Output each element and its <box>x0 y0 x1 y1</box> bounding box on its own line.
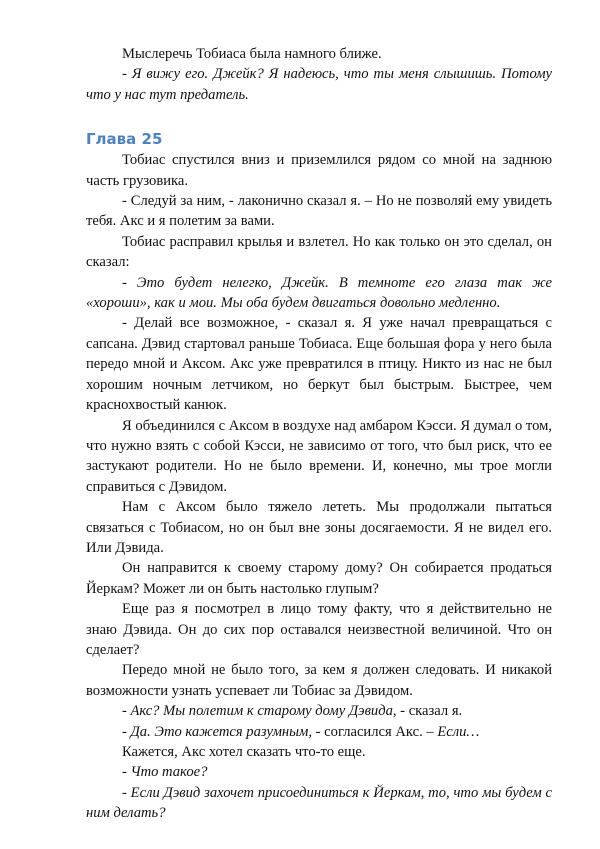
paragraph: Тобиас спустился вниз и приземлился рядом со мной на заднюю часть грузовика. <box>86 152 552 189</box>
paragraph: - Следуй за ним, - лаконично сказал я. – Но не позволяй ему увидеть тебя. Акс и я полетим за вами. <box>86 193 552 230</box>
document-page <box>86 44 552 824</box>
dialogue-line <box>86 701 552 721</box>
paragraph: - Делай все возможное, - сказал я. Я уже начал превращаться с сапсана. Дэвид стартовал раньше Тобиаса. Еще большая фора у него была передо мной и Аксом. Акс уже превратился в птицу. Никто из нас не был хорошим ночным летчиком, но беркут был быстрым. Быстрее, чем краснохвостый канюк. <box>86 315 552 414</box>
paragraph-italic: - Если Дэвид захочет присоединиться к Йеркам, то, что мы будем с ним делать? <box>86 784 552 822</box>
chapter-title: Глава 25 <box>86 130 163 149</box>
paragraph: Тобиас расправил крылья и взлетел. Но как только он это сделал, он сказал: <box>86 233 552 271</box>
dialogue-attribution: - согласился Акс. – <box>312 723 434 740</box>
paragraph: Еще раз я посмотрел в лицо тому факту, что я действительно не знаю Дэвида. Он до сих пор оставался неизвестной величиной. Что он сделает? <box>86 601 552 658</box>
paragraph: Мыслеречь Тобиаса была намного ближе. <box>122 46 382 62</box>
dialogue-speech: Если… <box>433 723 480 740</box>
paragraph-italic: - Это будет нелегко, Джейк. В темноте его глаза так же «хороши», как и мои. Мы оба будем двигаться довольно медленно. <box>86 274 552 312</box>
dialogue-line <box>86 722 552 742</box>
dialogue-speech: - Да. Это кажется разумным, <box>122 723 313 740</box>
dialogue-speech: - Акс? Мы полетим к старому дому Дэвида, <box>122 703 397 720</box>
paragraph: Он направится к своему старому дому? Он собирается продаться Йеркам? Может ли он быть настолько глупым? <box>86 560 552 597</box>
paragraph: Я объединился с Аксом в воздухе над амбаром Кэсси. Я думал о том, что нужно взять с собой Кэсси, не зависимо от того, что был риск, что ее застукают родители. Но не было времени. И, конечно, мы трое могли справиться с Дэвидом. <box>86 417 552 495</box>
paragraph-italic: - Я вижу его. Джейк? Я надеюсь, что ты меня слышишь. Потому что у нас тут предатель. <box>86 66 552 103</box>
paragraph: Кажется, Акс хотел сказать что-то еще. <box>122 744 366 760</box>
paragraph: Нам с Аксом было тяжело лететь. Мы продолжали пытаться связаться с Тобиасом, но он был вне зоны досягаемости. Я не видел его. Или Дэвида. <box>86 499 552 556</box>
paragraph: Передо мной не было того, за кем я должен следовать. И никакой возможности узнать успевает ли Тобиас за Дэвидом. <box>86 662 552 699</box>
dialogue-attribution: - сказал я. <box>396 703 463 720</box>
paragraph-italic: - Что такое? <box>122 764 208 781</box>
